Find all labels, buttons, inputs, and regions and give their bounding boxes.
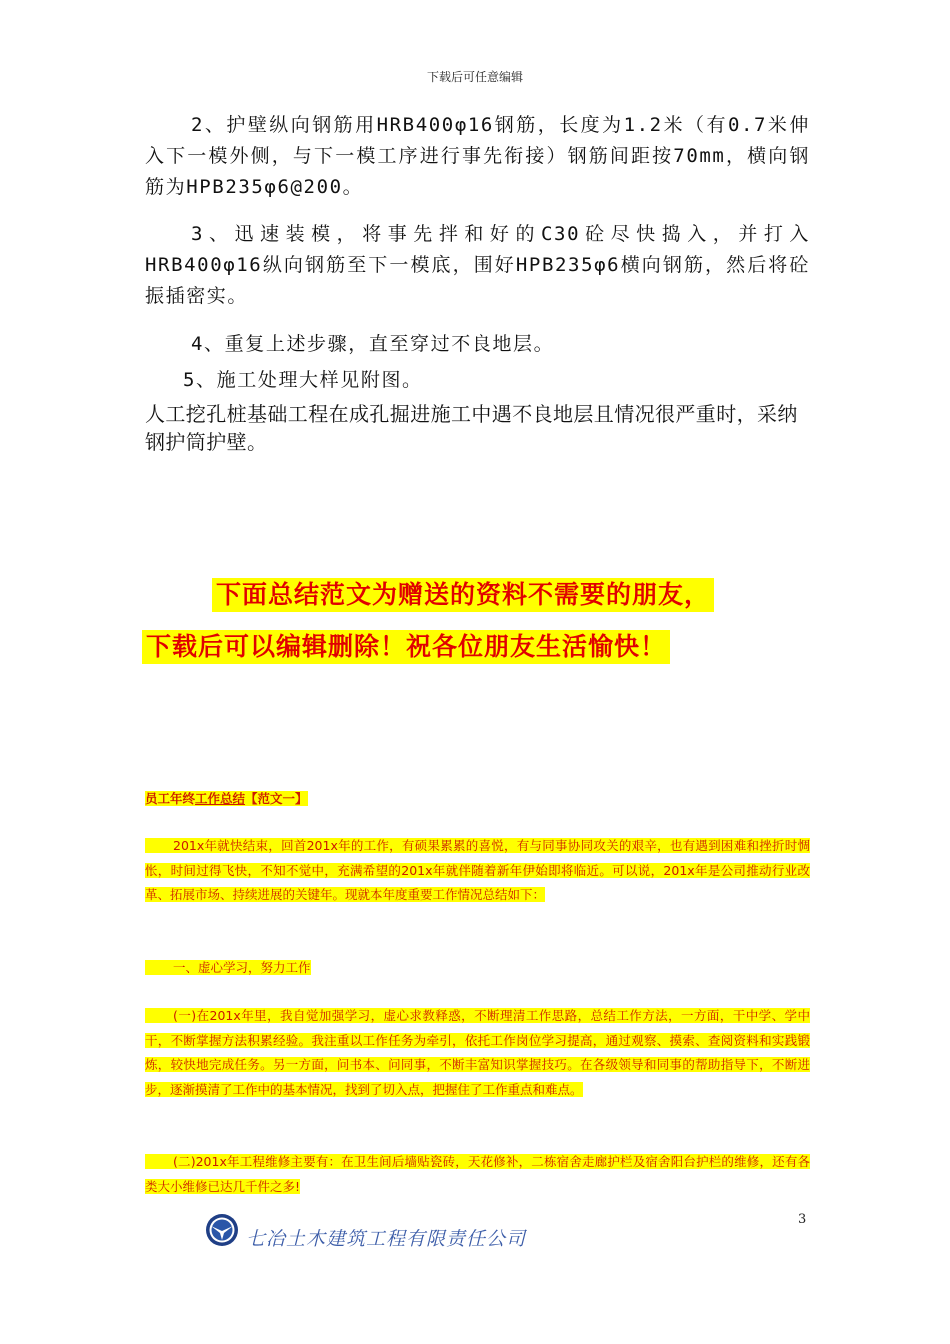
company-name: 七冶土木建筑工程有限责任公司 (246, 1228, 527, 1250)
sample-intro: 201x年就快结束，回首201x年的工作，有硕果累累的喜悦，有与同事协同攻关的艰辛，也有遇到困难和挫折时惆怅，时间过得飞快，不知不觉中，充满希望的201x年就伴随着新年伊始即将临近。可以说，201x年是公司推动行业改革、拓展市场、持续进展的关键年。现就本年度重要工作情况总结如下： (145, 838, 810, 902)
paragraph-3: 3、迅速装模，将事先拌和好的C30砼尽快捣入，并打入HRB400φ16纵向钢筋至下一模底，围好HPB235φ6横向钢筋，然后将砼振插密实。 (145, 223, 810, 307)
sample-title: 员工年终工作总结【范文一】 (145, 791, 308, 806)
paragraph-4: 4、重复上述步骤，直至穿过不良地层。 (191, 333, 555, 355)
notice-line-2: 下载后可以编辑删除！祝各位朋友生活愉快！ (142, 630, 670, 664)
company-logo-icon (204, 1212, 240, 1248)
sample-item-2: (二)201x年工程维修主要有：在卫生间后墙贴瓷砖，天花修补，二栋宿舍走廊护栏及宿舍阳台护栏的维修，还有各类大小维修已达几千件之多! (145, 1154, 810, 1194)
sample-item-1: (一)在201x年里，我自觉加强学习，虚心求教释惑，不断理清工作思路，总结工作方法，一方面，干中学、学中干，不断掌握方法积累经验。我注重以工作任务为牵引，依托工作岗位学习提高，通过观察、摸索、查阅资料和实践锻炼，较快地完成任务。另一方面，问书本、问同事，不断丰富知识掌握技巧。在各级领导和同事的帮助指导下，不断进步，逐渐摸清了工作中的基本情况，找到了切入点，把握住了工作重点和难点。 (145, 1008, 810, 1097)
paragraph-6: 人工挖孔桩基础工程在成孔掘进施工中遇不良地层且情况很严重时，采纳钢护筒护壁。 (145, 402, 798, 454)
page-header: 下载后可任意编辑 (426, 70, 523, 84)
sample-section-1: 一、虚心学习，努力工作 (145, 956, 810, 981)
page-number: 3 (798, 1212, 807, 1227)
notice-line-1: 下面总结范文为赠送的资料不需要的朋友， (212, 578, 714, 612)
paragraph-2: 2、护壁纵向钢筋用HRB400φ16钢筋，长度为1.2米（有0.7米伸入下一模外侧，与下一模工序进行事先衔接）钢筋间距按70mm，横向钢筋为HPB235φ6@200。 (145, 114, 810, 198)
paragraph-5: 5、施工处理大样见附图。 (183, 369, 423, 391)
